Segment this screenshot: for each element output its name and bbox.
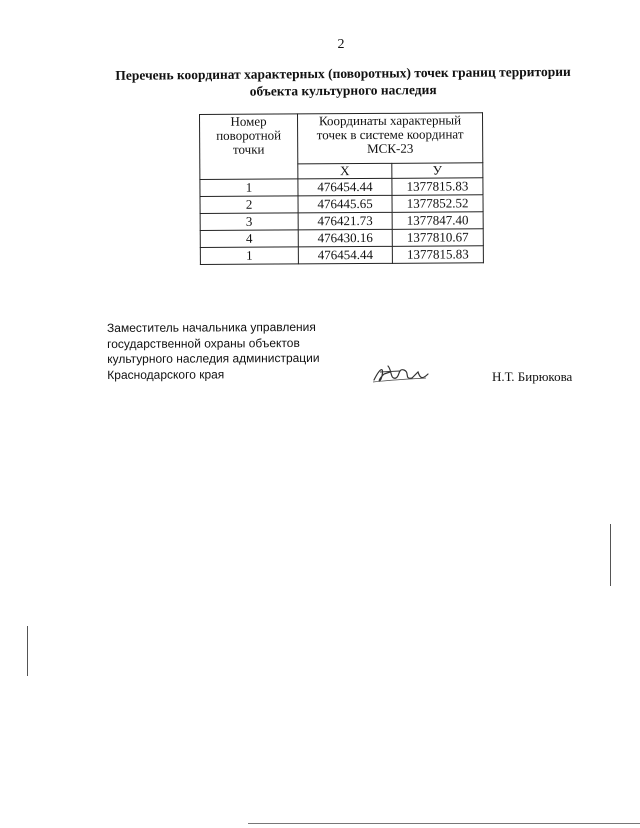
position-line: государственной охраны объектов (107, 335, 300, 351)
title-line-2: объекта культурного наследия (249, 82, 437, 99)
table-row (200, 195, 483, 214)
y-coordinate-cell: 1377810.67 (392, 229, 483, 247)
point-number-cell: 3 (200, 213, 298, 231)
y-coordinate-cell: 1377815.83 (392, 246, 483, 264)
header-x: X (298, 163, 392, 179)
header-coords-line: Координаты характерный (318, 112, 462, 129)
header-y: У (392, 163, 483, 179)
header-coords-line: МСК-23 (367, 140, 414, 156)
point-number-cell: 4 (200, 230, 298, 248)
coordinates-table (199, 112, 484, 265)
point-number-cell: 1 (200, 247, 298, 265)
position-line: культурного наследия администрации (107, 350, 320, 366)
position-line: Заместитель начальника управления (107, 319, 316, 335)
x-coordinate-cell: 476421.73 (298, 212, 392, 230)
y-coordinate-cell: 1377852.52 (392, 195, 483, 213)
position-line: Краснодарского края (107, 366, 225, 382)
x-coordinate-cell: 476454.44 (298, 178, 392, 196)
header-number-line: поворотной (216, 127, 282, 143)
table-row (200, 178, 483, 197)
x-coordinate-cell: 476454.44 (298, 246, 392, 264)
header-number-line: точки (232, 141, 265, 157)
document-title (98, 63, 588, 101)
signatory-position (107, 320, 367, 383)
x-coordinate-cell: 476445.65 (298, 195, 392, 213)
scan-artifact-line (610, 524, 611, 586)
table-row (200, 246, 483, 265)
handwritten-signature (370, 360, 432, 388)
page-number: 2 (337, 37, 345, 52)
y-coordinate-cell: 1377847.40 (392, 212, 483, 230)
table-row (200, 229, 483, 248)
title-line-1: Перечень координат характерных (поворотных) точек границ территории (115, 63, 571, 83)
point-number-cell: 2 (200, 196, 298, 214)
scan-artifact-line (27, 626, 28, 676)
signatory-name: Н.Т. Бирюкова (492, 369, 573, 384)
header-coords-line: точек в системе координат (316, 126, 464, 143)
point-number-cell: 1 (200, 179, 298, 197)
scan-artifact-line (248, 823, 640, 824)
header-point-number (200, 114, 298, 180)
y-coordinate-cell: 1377815.83 (392, 178, 483, 196)
table-row (200, 212, 483, 231)
header-coordinates (298, 113, 483, 164)
x-coordinate-cell: 476430.16 (298, 229, 392, 247)
header-number-line: Номер (230, 113, 267, 129)
